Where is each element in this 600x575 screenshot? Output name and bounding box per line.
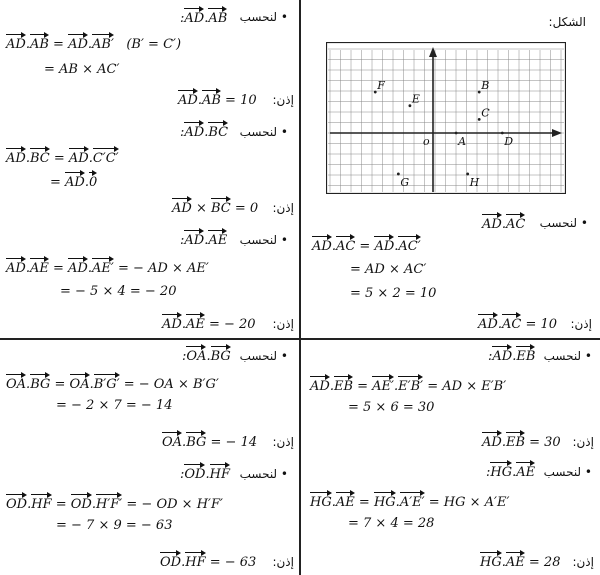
q8-compute-label bbox=[240, 466, 288, 482]
q2-so-label: إذن: bbox=[272, 93, 294, 107]
vec-eb: EB bbox=[506, 430, 525, 449]
q3-line1: AD.BC = AD.C′C′ bbox=[6, 146, 119, 167]
vec-od: OD bbox=[71, 492, 92, 511]
point-label-g: G bbox=[400, 175, 410, 189]
vec-ad: AD bbox=[6, 256, 26, 275]
vec-ab-prime: AB′ bbox=[92, 32, 114, 51]
q6-line2: = 7 × 4 = 28 bbox=[348, 516, 435, 531]
vec-ad: AD bbox=[6, 146, 26, 165]
point-e bbox=[409, 104, 412, 107]
q8-so-label: إذن: bbox=[272, 555, 294, 569]
point-g bbox=[397, 173, 400, 176]
vec-hg: HG bbox=[374, 490, 396, 509]
vec-ad: AD bbox=[184, 228, 204, 247]
vec-ad: AD bbox=[65, 170, 85, 189]
q3-heading: :AD.BC bbox=[180, 120, 228, 141]
vec-ae-prime: AE′ bbox=[92, 256, 114, 275]
vec-hg: HG bbox=[490, 460, 512, 479]
vec-bc: BC bbox=[30, 146, 50, 165]
compute-label: لنحسب bbox=[239, 467, 278, 481]
bullet: • bbox=[280, 125, 288, 139]
q1-heading bbox=[482, 212, 525, 233]
vec-bc: BC bbox=[208, 120, 228, 139]
bullet: • bbox=[584, 349, 592, 363]
q5-heading: :AD.EB bbox=[488, 344, 535, 365]
q3-compute-label bbox=[240, 124, 288, 140]
vec-hf: HF bbox=[210, 462, 230, 481]
point-label-b: B bbox=[481, 79, 490, 93]
q1-line1: AD.AC = AD.AC′ bbox=[312, 234, 421, 255]
q2-result: AD.AB = 10 bbox=[178, 88, 257, 109]
vec-ae: AE bbox=[208, 228, 227, 247]
q1-compute-label bbox=[540, 215, 588, 231]
vec-eb-prime: E′B′ bbox=[398, 374, 423, 393]
q7-line1: OA.BG = OA.B′G′ = − OA × B′G′ bbox=[6, 372, 219, 393]
vec-ac: AC bbox=[502, 312, 521, 331]
q8-result: OD.HF = − 63 bbox=[160, 550, 256, 571]
q4-result-value: = − 20 bbox=[208, 317, 256, 332]
vec-bg: BG bbox=[30, 372, 50, 391]
vec-oa: OA bbox=[70, 372, 90, 391]
q3-result-value: = 0 bbox=[234, 201, 259, 216]
q6-line1-tail: = HG × A′E′ bbox=[428, 495, 510, 510]
q6-so-label: إذن: bbox=[572, 555, 594, 569]
q4-line2: = − 5 × 4 = − 20 bbox=[60, 284, 177, 299]
q3-so-label: إذن: bbox=[272, 201, 294, 215]
horizontal-divider bbox=[0, 338, 600, 340]
vec-ad: AD bbox=[184, 120, 204, 139]
vec-ae: AE bbox=[30, 256, 49, 275]
y-axis-arrow bbox=[429, 47, 437, 57]
vec-ad: AD bbox=[312, 234, 332, 253]
vec-ac-prime: AC′ bbox=[398, 234, 420, 253]
q2-result-value: = 10 bbox=[225, 93, 257, 108]
vec-ae-prime: A′E′ bbox=[400, 490, 425, 509]
q7-result: OA.BG = − 14 bbox=[162, 430, 257, 451]
figure-caption: الشكل: bbox=[548, 15, 586, 29]
vec-hf: HF bbox=[31, 492, 51, 511]
vec-oa: OA bbox=[6, 372, 26, 391]
vec-bc: BC bbox=[211, 196, 231, 215]
vec-ad: AD bbox=[184, 6, 204, 25]
point-c bbox=[478, 118, 481, 121]
bullet: • bbox=[280, 349, 288, 363]
compute-label: لنحسب bbox=[239, 233, 278, 247]
vec-ad: AD bbox=[478, 312, 498, 331]
q4-line1-tail: = − AD × AE′ bbox=[117, 261, 209, 276]
q4-line1: AD.AE = AD.AE′ = − AD × AE′ bbox=[6, 256, 209, 277]
q5-line2: = 5 × 6 = 30 bbox=[348, 400, 435, 415]
q7-line1-tail: = − OA × B′G′ bbox=[123, 377, 219, 392]
point-label-h: H bbox=[469, 175, 480, 189]
point-label-d: D bbox=[504, 135, 514, 148]
q6-result-value: = 28 bbox=[528, 555, 561, 570]
vec-zero: 0 bbox=[89, 170, 97, 189]
compute-label: لنحسب bbox=[543, 465, 582, 479]
point-h bbox=[466, 173, 469, 176]
point-b bbox=[478, 91, 481, 94]
q5-line1: AD.EB = AE′.E′B′ = AD × E′B′ bbox=[310, 374, 506, 395]
vec-oa: OA bbox=[186, 344, 206, 363]
q3-result: AD × BC = 0 bbox=[172, 196, 258, 217]
vec-ad: AD bbox=[68, 256, 88, 275]
compute-label: لنحسب bbox=[239, 125, 278, 139]
vec-ad: AD bbox=[6, 32, 26, 51]
vec-ae: AE bbox=[516, 460, 535, 479]
q2-line2: = AB × AC′ bbox=[44, 62, 120, 77]
q6-compute-label bbox=[544, 464, 592, 480]
bullet: • bbox=[584, 465, 592, 479]
q5-result: AD.EB = 30 bbox=[482, 430, 561, 451]
vec-bg-prime: B′G′ bbox=[94, 372, 120, 391]
vec-ae: AE bbox=[336, 490, 355, 509]
q8-heading: :OD.HF bbox=[180, 462, 230, 483]
compute-label: لنحسب bbox=[239, 10, 278, 24]
vec-ad: AD bbox=[172, 196, 192, 215]
vec-ad: AD bbox=[482, 430, 502, 449]
vec-ad: AD bbox=[68, 32, 88, 51]
q8-line2: = − 7 × 9 = − 63 bbox=[56, 518, 173, 533]
q4-result: AD.AE = − 20 bbox=[162, 312, 256, 333]
vec-od: OD bbox=[160, 550, 181, 569]
q7-so-label: إذن: bbox=[272, 435, 294, 449]
compute-label: لنحسب bbox=[543, 349, 582, 363]
q2-compute-label bbox=[240, 9, 288, 25]
vec-ab: AB bbox=[30, 32, 49, 51]
q5-compute-label bbox=[544, 348, 592, 364]
point-a bbox=[455, 132, 458, 135]
vec-hg: HG bbox=[480, 550, 502, 569]
vec-ab: AB bbox=[208, 6, 227, 25]
q7-result-value: = − 14 bbox=[210, 435, 258, 450]
vec-eb: EB bbox=[334, 374, 353, 393]
vec-cc-prime: C′C′ bbox=[93, 146, 119, 165]
q1-result: AD.AC = 10 bbox=[478, 312, 557, 333]
vec-od: OD bbox=[184, 462, 205, 481]
q8-result-value: = − 63 bbox=[209, 555, 257, 570]
vec-ae-prime: AE′ bbox=[372, 374, 394, 393]
q1-so-label: إذن: bbox=[570, 317, 592, 331]
q4-heading: :AD.AE bbox=[180, 228, 227, 249]
q2-heading: :AD.AB bbox=[180, 6, 227, 27]
bullet: • bbox=[580, 216, 588, 230]
vec-ac: AC bbox=[336, 234, 355, 253]
q5-result-value: = 30 bbox=[529, 435, 561, 450]
vec-ac: AC bbox=[506, 212, 525, 231]
bullet: • bbox=[280, 467, 288, 481]
vec-ae: AE bbox=[186, 312, 205, 331]
vec-ab: AB bbox=[202, 88, 221, 107]
x-axis-arrow bbox=[552, 129, 562, 137]
q8-line1-tail: = − OD × H′F′ bbox=[126, 497, 223, 512]
point-f bbox=[374, 91, 377, 94]
q1-line3: = 5 × 2 = 10 bbox=[350, 286, 437, 301]
q4-compute-label bbox=[240, 232, 288, 248]
vec-ad: AD bbox=[162, 312, 182, 331]
vec-hf: HF bbox=[185, 550, 205, 569]
compute-label: لنحسب bbox=[539, 216, 578, 230]
q6-result: HG.AE = 28 bbox=[480, 550, 560, 571]
q5-so-label: إذن: bbox=[572, 435, 594, 449]
vec-ad: AD bbox=[178, 88, 198, 107]
q6-heading: :HG.AE bbox=[486, 460, 535, 481]
q7-compute-label bbox=[240, 348, 288, 364]
vec-ad: AD bbox=[69, 146, 89, 165]
point-label-c: C bbox=[481, 106, 490, 120]
vec-bg: BG bbox=[186, 430, 206, 449]
vec-ad: AD bbox=[310, 374, 330, 393]
q1-line2: = AD × AC′ bbox=[350, 262, 427, 277]
vec-hg: HG bbox=[310, 490, 332, 509]
q2-line1: AD.AB = AD.AB′ (B′ = C′) bbox=[6, 32, 181, 53]
vec-ad: AD bbox=[482, 212, 502, 231]
point-label-e: E bbox=[411, 92, 420, 106]
vec-eb: EB bbox=[516, 344, 535, 363]
vec-ad: AD bbox=[492, 344, 512, 363]
q1-result-value: = 10 bbox=[525, 317, 558, 332]
q7-heading: :OA.BG bbox=[182, 344, 231, 365]
q5-line1-tail: = AD × E′B′ bbox=[427, 379, 507, 394]
point-label-o: o bbox=[423, 135, 430, 148]
vec-ad: AD bbox=[374, 234, 394, 253]
point-d bbox=[501, 132, 504, 135]
coordinate-figure bbox=[326, 42, 566, 194]
vec-hf-prime: H′F′ bbox=[96, 492, 122, 511]
grid-lines bbox=[328, 49, 564, 192]
q4-so-label: إذن: bbox=[272, 317, 294, 331]
q8-line1: OD.HF = OD.H′F′ = − OD × H′F′ bbox=[6, 492, 223, 513]
vec-bg: BG bbox=[211, 344, 231, 363]
q6-line1: HG.AE = HG.A′E′ = HG × A′E′ bbox=[310, 490, 509, 511]
bullet: • bbox=[280, 233, 288, 247]
bullet: • bbox=[280, 10, 288, 24]
vec-oa: OA bbox=[162, 430, 182, 449]
point-label-f: F bbox=[377, 79, 385, 93]
dot: . bbox=[501, 217, 506, 232]
point-label-a: A bbox=[458, 135, 467, 148]
q3-line2: = AD.0 bbox=[50, 170, 97, 191]
vec-ae: AE bbox=[506, 550, 525, 569]
vec-od: OD bbox=[6, 492, 27, 511]
q7-line2: = − 2 × 7 = − 14 bbox=[56, 398, 173, 413]
q2-note: (B′ = C′) bbox=[126, 37, 182, 52]
compute-label: لنحسب bbox=[239, 349, 278, 363]
